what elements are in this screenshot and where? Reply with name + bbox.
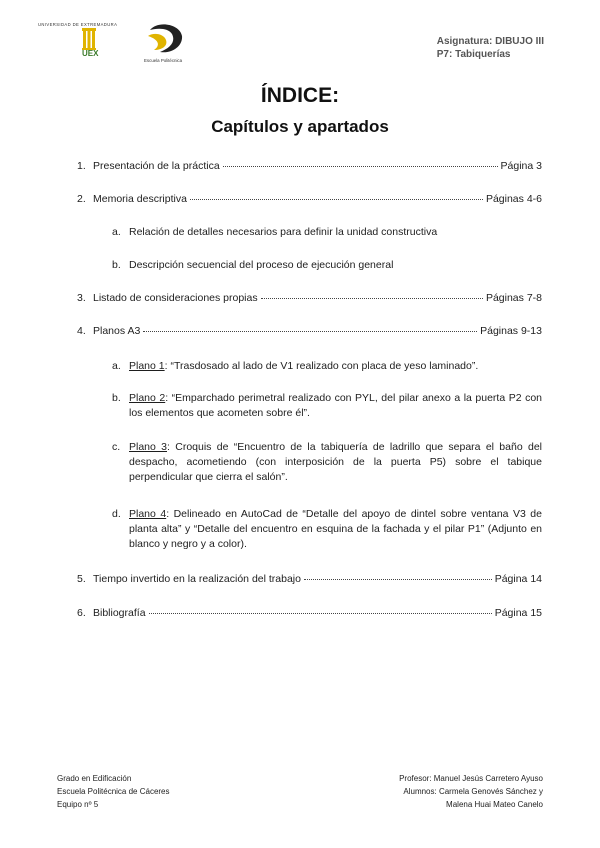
item-letter: a. xyxy=(112,226,121,238)
practice-line: P7: Tabiquerías xyxy=(436,49,511,60)
plano-description: : Delineado en AutoCad de “Detalle del apoyo de dintel sobre ventana V3 de planta alta” y “Detalle del encuentro en esquina de la fachada y el pilar P1” (Adjunto en blanco y negro y a color). xyxy=(129,508,542,550)
item-letter: d. xyxy=(112,508,121,520)
plano-description: : Croquis de “Encuentro de la tabiquería de ladrillo que separa el baño del despacho, acometiendo (con interposición de la puerta P5) sobre el tabique perpendicular que cierra el salón”. xyxy=(129,441,542,483)
footer-left xyxy=(57,772,170,811)
school-name-text: Escuela Politécnica xyxy=(144,58,183,63)
plano-item-d xyxy=(112,507,542,552)
toc-leader xyxy=(143,331,477,332)
item-letter: c. xyxy=(112,441,121,453)
item-text xyxy=(129,440,542,485)
toc-label: Presentación de la práctica xyxy=(93,160,220,172)
plano-item-c xyxy=(112,440,542,485)
university-name-text: UNIVERSIDAD DE EXTREMADURA xyxy=(38,22,118,27)
toc-page: Página 14 xyxy=(494,573,542,585)
footer-students: Alumnos: Carmela Genovés Sánchez y xyxy=(403,787,543,796)
plano-item-a xyxy=(112,359,542,374)
toc-entry-1 xyxy=(77,160,542,174)
item-letter: a. xyxy=(112,360,121,372)
toc-leader xyxy=(304,579,492,580)
page-subtitle: Capítulos y apartados xyxy=(211,117,389,136)
toc-entry-5 xyxy=(77,573,542,587)
item-text xyxy=(129,507,542,552)
toc-entry-3 xyxy=(77,292,542,306)
memoria-item-b xyxy=(112,258,542,273)
plano-description: : “Emparchado perimetral realizado con PYL, del pilar anexo a la puerta P2 con los elementos que acometen sobre él”. xyxy=(129,392,543,419)
toc-number: 3. xyxy=(77,292,86,304)
toc-entry-2 xyxy=(77,193,542,207)
toc-leader xyxy=(190,199,483,200)
uex-logo-icon xyxy=(82,28,99,64)
footer-degree: Grado en Edificación xyxy=(57,774,132,783)
footer-team: Equipo nº 5 xyxy=(57,800,99,809)
toc-entry-6 xyxy=(77,607,542,621)
toc-label: Memoria descriptiva xyxy=(93,193,187,205)
toc-page: Páginas 9-13 xyxy=(480,325,542,337)
toc-label: Tiempo invertido en la realización del trabajo xyxy=(93,573,301,585)
toc-label: Listado de consideraciones propias xyxy=(93,292,258,304)
toc-number: 1. xyxy=(77,160,86,172)
header-logos xyxy=(38,18,208,68)
item-text: Relación de detalles necesarios para definir la unidad constructiva xyxy=(129,226,438,238)
subject-block xyxy=(437,35,544,61)
plano-label: Plano 1 xyxy=(129,360,165,372)
school-logo-icon xyxy=(146,22,186,58)
toc-number: 4. xyxy=(77,325,86,337)
footer-students-cont: Malena Huai Mateo Canelo xyxy=(446,800,543,809)
footer-right xyxy=(399,772,543,811)
toc-leader xyxy=(223,166,498,167)
toc-number: 5. xyxy=(77,573,86,585)
item-letter: b. xyxy=(112,392,121,404)
footer-professor: Profesor: Manuel Jesús Carretero Ayuso xyxy=(399,774,543,783)
toc-page: Páginas 7-8 xyxy=(485,292,542,304)
toc-number: 6. xyxy=(77,607,86,619)
page-title: ÍNDICE: xyxy=(260,84,340,107)
toc-entry-4 xyxy=(77,325,542,339)
item-text xyxy=(129,359,542,374)
toc-page: Página 3 xyxy=(500,160,542,172)
toc-label: Bibliografía xyxy=(93,607,146,619)
memoria-item-a xyxy=(112,225,542,240)
item-letter: b. xyxy=(112,259,121,271)
footer-school: Escuela Politécnica de Cáceres xyxy=(57,787,170,796)
item-text: Descripción secuencial del proceso de ejecución general xyxy=(129,259,394,271)
plano-description: : “Trasdosado al lado de V1 realizado con placa de yeso laminado”. xyxy=(164,360,479,372)
plano-label: Plano 3 xyxy=(129,441,168,453)
subject-line: Asignatura: DIBUJO III xyxy=(436,36,544,47)
toc-number: 2. xyxy=(77,193,86,205)
toc-label: Planos A3 xyxy=(93,325,141,337)
toc-leader xyxy=(261,298,483,299)
toc-page: Página 15 xyxy=(494,607,542,619)
toc-leader xyxy=(149,613,492,614)
toc-page: Páginas 4-6 xyxy=(485,193,542,205)
item-text xyxy=(129,391,542,421)
plano-item-b xyxy=(112,391,542,421)
uex-mark-text: UEX xyxy=(82,49,99,58)
plano-label: Plano 4 xyxy=(129,508,167,520)
plano-label: Plano 2 xyxy=(129,392,166,404)
